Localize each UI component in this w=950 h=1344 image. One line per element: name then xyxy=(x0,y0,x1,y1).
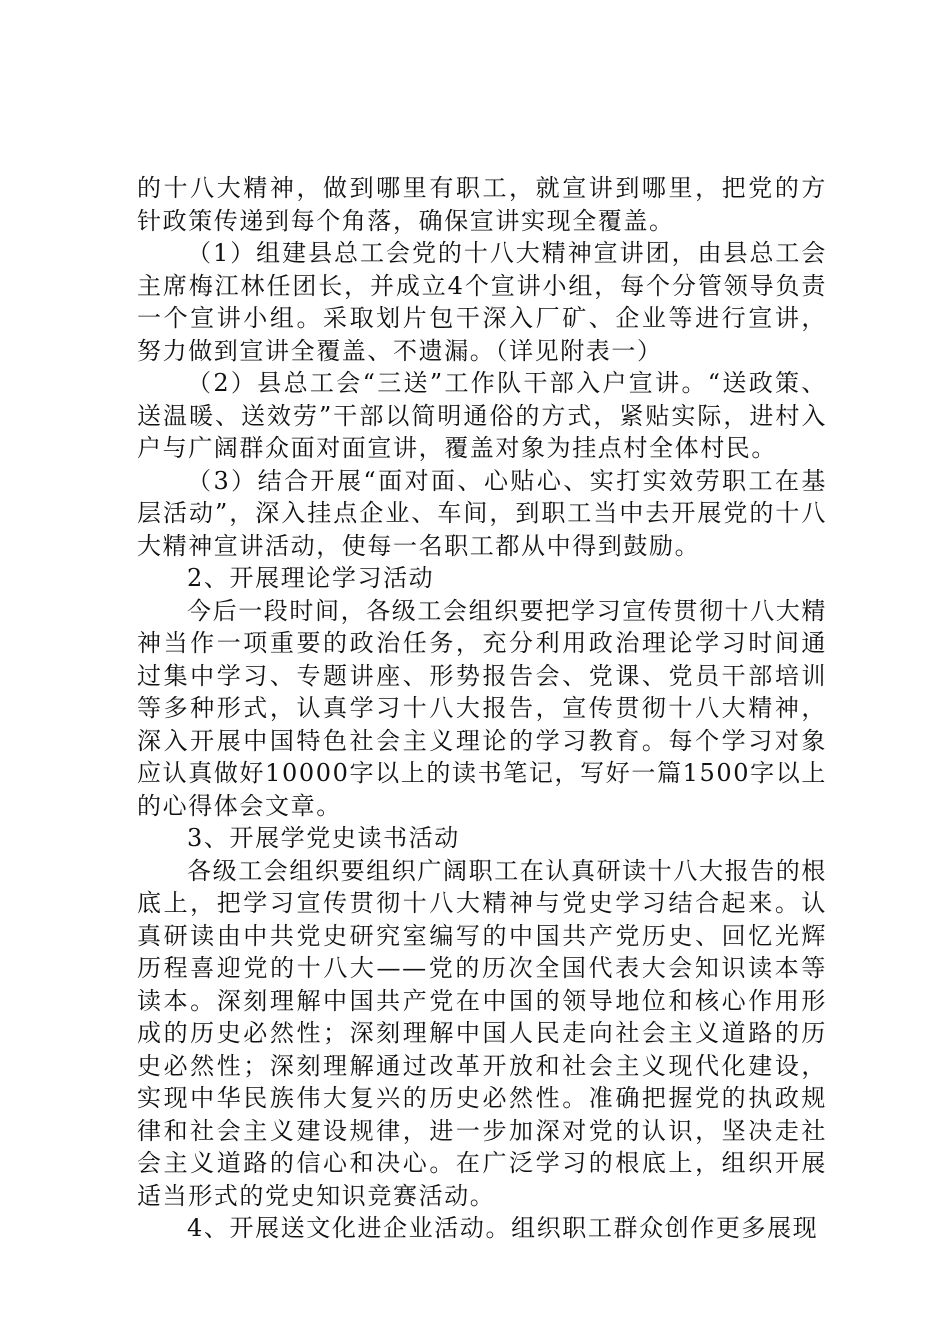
paragraph-item-1: （1）组建县总工会党的十八大精神宣讲团，由县总工会主席梅江林任团长，并成立4个宣讲小组，每个分管领导负责一个宣讲小组。采取划片包干深入厂矿、企业等进行宣讲，努力做到宣讲全覆盖、不遗漏。（详见附表一） xyxy=(137,239,827,365)
paragraph-item-2: （2）县总工会“三送”工作队干部入户宣讲。“送政策、送温暖、送效劳”干部以简明通俗的方式，紧贴实际，进村入户与广阔群众面对面宣讲，覆盖对象为挂点村全体村民。 xyxy=(137,369,827,462)
paragraph-intro-continuation: 的十八大精神，做到哪里有职工，就宣讲到哪里，把党的方针政策传递到每个角落，确保宣讲实现全覆盖。 xyxy=(137,174,827,235)
document-body xyxy=(137,172,827,1245)
paragraph-theory-study: 今后一段时间，各级工会组织要把学习宣传贯彻十八大精神当作一项重要的政治任务，充分利用政治理论学习时间通过集中学习、专题讲座、形势报告会、党课、党员干部培训等多种形式，认真学习十八大报告，宣传贯彻十八大精神，深入开展中国特色社会主义理论的学习教育。每个学习对象应认真做好10000字以上的读书笔记，写好一篇1500字以上的心得体会文章。 xyxy=(137,596,827,820)
paragraph-item-3: （3）结合开展“面对面、心贴心、实打实效劳职工在基层活动”，深入挂点企业、车间，到职工当中去开展党的十八大精神宣讲活动，使每一名职工都从中得到鼓励。 xyxy=(137,466,827,560)
section-heading-party-history: 3、开展学党史读书活动 xyxy=(187,824,460,852)
section-heading-theory-study: 2、开展理论学习活动 xyxy=(187,564,435,592)
section-heading-culture-activity: 4、开展送文化进企业活动。组织职工群众创作更多展现 xyxy=(187,1214,819,1242)
paragraph-party-history: 各级工会组织要组织广阔职工在认真研读十八大报告的根底上，把学习宣传贯彻十八大精神与党史学习结合起来。认真研读由中共党史研究室编写的中国共产党历史、回忆光辉历程喜迎党的十八大——党的历次全国代表大会知识读本等读本。深刻理解中国共产党在中国的领导地位和核心作用形成的历史必然性；深刻理解中国人民走向社会主义道路的历史必然性；深刻理解通过改革开放和社会主义现代化建设，实现中华民族伟大复兴的历史必然性。准确把握党的执政规律和社会主义建设规律，进一步加深对党的认识，坚决走社会主义道路的信心和决心。在广泛学习的根底上，组织开展适当形式的党史知识竞赛活动。 xyxy=(137,856,827,1210)
